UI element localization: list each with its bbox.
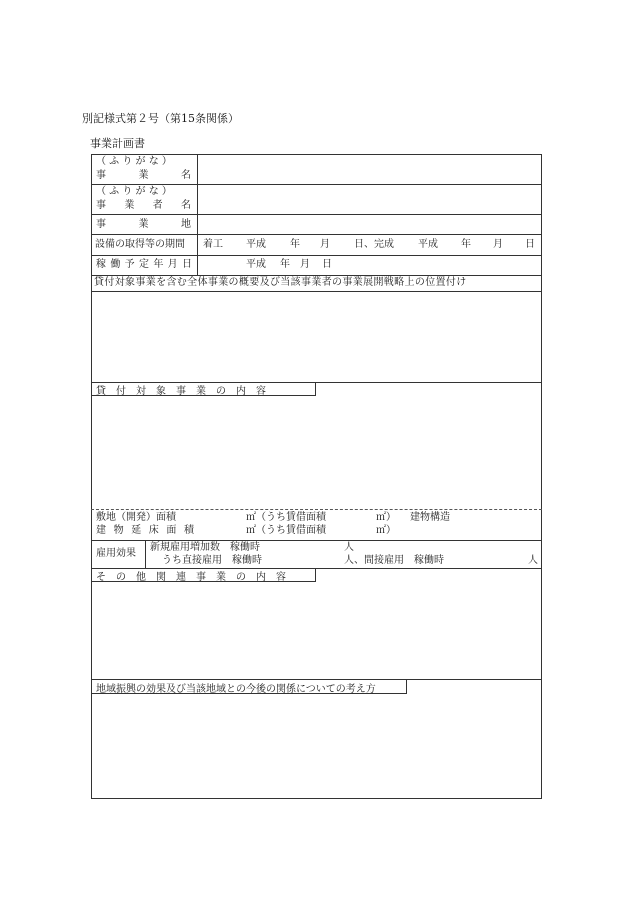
loan-content-header: 貸 付 対 象 事 業 の 内 容 [91, 382, 316, 396]
project-name-label: 事 業 名 [96, 170, 191, 181]
acq-month-1: 月 [320, 239, 330, 250]
site-area-label: 敷地（開発）面積 [96, 512, 176, 523]
floor-area-label: 建 物 延 床 面 積 [96, 525, 194, 536]
regional-field[interactable] [95, 697, 538, 795]
person-unit-1: 人 [344, 542, 354, 553]
form-number: 別記様式第２号（第15条関係） [82, 112, 239, 125]
business-site-field[interactable] [200, 217, 538, 233]
acq-year-1: 年 [290, 239, 300, 250]
furigana-label-1: （ ふ り が な ） [96, 156, 172, 167]
person-unit-2: 人 [528, 555, 538, 566]
regional-header: 地域振興の効果及び当該地域との今後の関係についての考え方 [91, 679, 407, 694]
acq-day-2: 日 [525, 239, 535, 250]
acq-month-2: 月 [493, 239, 503, 250]
indirect-hire-label: 人、間接雇用 稼働時 [344, 555, 444, 566]
acq-day-complete: 日、完成 [354, 239, 394, 250]
op-era: 平成 [246, 259, 266, 270]
acq-era-2: 平成 [418, 239, 438, 250]
related-header: そ の 他 関 連 事 業 の 内 容 [91, 568, 316, 582]
acq-start-label: 着工 [203, 239, 223, 250]
op-day: 日 [322, 259, 332, 270]
document-title: 事業計画書 [90, 137, 145, 150]
direct-hire-label: うち直接雇用 稼働時 [162, 555, 262, 566]
loan-content-field[interactable] [95, 398, 538, 506]
project-name-field[interactable] [200, 158, 538, 182]
employment-label: 雇用効果 [96, 548, 136, 559]
overview-label: 貸付対象事業を含む全体事業の概要及び当該事業者の事業展開戦略上の位置付け [94, 277, 467, 288]
floor-area-close: ㎡） [376, 525, 396, 536]
operation-start-label: 稼 働 予 定 年 月 日 [96, 259, 192, 270]
op-year: 年 [280, 259, 290, 270]
business-operator-label: 事 業 者 名 [96, 200, 191, 211]
furigana-label-2: （ ふ り が な ） [96, 186, 172, 197]
floor-area-unit: ㎡（うち賃借面積 [246, 525, 326, 536]
business-operator-field[interactable] [200, 188, 538, 212]
site-area-close: ㎡） [376, 512, 396, 523]
business-site-label: 事 業 地 [96, 219, 191, 230]
related-field[interactable] [95, 585, 538, 677]
overview-field[interactable] [95, 294, 538, 380]
new-hire-label: 新規雇用増加数 稼働時 [150, 542, 260, 553]
building-structure-label: 建物構造 [410, 512, 450, 523]
op-month: 月 [300, 259, 310, 270]
acq-year-2: 年 [461, 239, 471, 250]
acq-era-1: 平成 [246, 239, 266, 250]
acquisition-period-label: 設備の取得等の期間 [95, 239, 185, 250]
site-area-unit: ㎡（うち賃借面積 [246, 512, 326, 523]
